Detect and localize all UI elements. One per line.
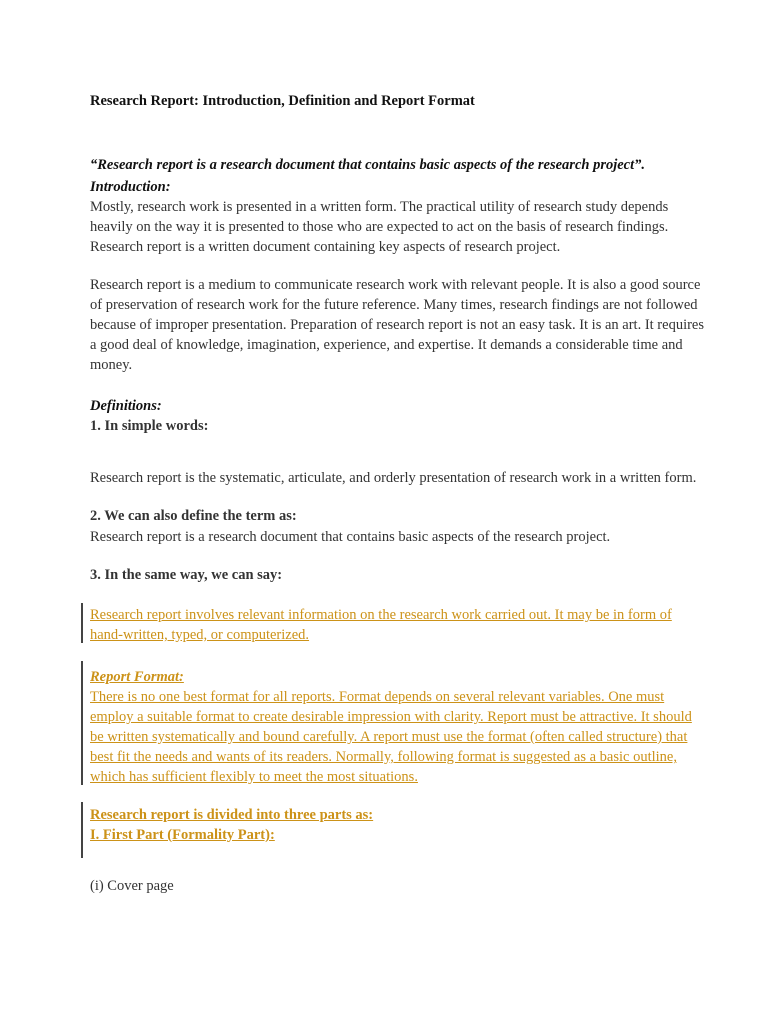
definition-quote: “Research report is a research document that contains basic aspects of the research project”. [90,157,646,173]
document-title: Research Report: Introduction, Definition and Report Format [90,93,475,109]
text-line: heavily on the way it is presented to those who are expected to act on the basis of research findings. [90,219,669,235]
first-part-heading: I. First Part (Formality Part): [90,827,275,843]
report-format-section [90,667,690,787]
definition-3-heading: 3. In the same way, we can say: [90,567,283,583]
text-line: Mostly, research work is presented in a written form. The practical utility of research study depends [90,199,669,215]
text-line: money. [90,357,133,373]
change-bar [81,603,83,643]
definition-3-text [90,605,690,645]
definition-2-text [90,527,690,547]
highlighted-text-line: be written systematically and bound carefully. A report must use the format (often called structure) that [90,729,688,745]
text-line: Research report is the systematic, articulate, and orderly presentation of research work in a written form. [90,470,697,486]
introduction-heading: Introduction: [90,179,171,195]
introduction-paragraph-1 [90,197,690,257]
text-line: Research report is a medium to communicate research work with relevant people. It is also a good source [90,277,701,293]
highlighted-text-line: Research report involves relevant information on the research work carried out. It may be in form of [90,607,672,623]
definition-1-heading: 1. In simple words: [90,418,209,434]
cover-page-item [90,876,690,896]
text-line: Research report is a research document that contains basic aspects of the research project. [90,529,611,545]
parts-intro-line: Research report is divided into three parts as: [90,807,374,823]
definitions-heading: Definitions: [90,398,162,414]
text-line: of preservation of research work for the future reference. Many times, research findings are not followed [90,297,698,313]
change-bar [81,802,83,858]
text-line: Research report is a written document containing key aspects of research project. [90,239,561,255]
text-line: because of improper presentation. Preparation of research report is not an easy task. It is an art. It requires [90,317,705,333]
report-format-heading: Report Format: [90,669,184,685]
highlighted-text-line: which has sufficient flexibly to meet the most situations. [90,769,418,785]
highlighted-text-line: employ a suitable format to create desirable impression with clarity. Report must be attractive. It should [90,709,692,725]
definition-2-heading: 2. We can also define the term as: [90,508,297,524]
change-bar [81,661,83,785]
highlighted-text-line: best fit the needs and wants of its readers. Normally, following format is suggested as a basic outline, [90,749,677,765]
text-line: (i) Cover page [90,878,174,894]
introduction-paragraph-2 [90,275,705,375]
highlighted-text-line: There is no one best format for all reports. Format depends on several relevant variables. One must [90,689,665,705]
text-line: a good deal of knowledge, imagination, experience, and expertise. It demands a considerable time and [90,337,683,353]
highlighted-text-line: hand-written, typed, or computerized. [90,627,310,643]
definition-1-text [90,468,697,488]
parts-section [90,805,690,845]
